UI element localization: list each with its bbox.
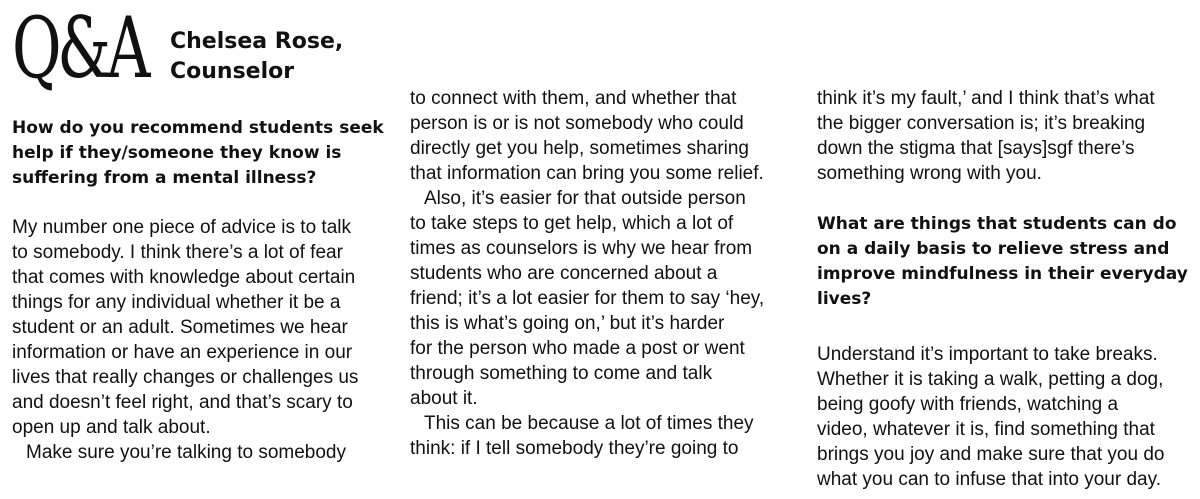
text-line: through something to come and talk [410,363,713,384]
text-line: My number one piece of advice is to talk [12,217,352,238]
text-line: information or have an experience in our [12,342,353,363]
question-line: help if they/someone they know is [12,143,342,163]
text-line: Make sure you’re talking to somebody [26,442,346,463]
text-line: person is or is not somebody who could [410,113,744,134]
text-line: what you can to infuse that into your day. [817,469,1161,490]
qa-logo: Q&A [12,0,147,97]
text-line: directly get you help, sometimes sharing [410,138,749,159]
text-line: that comes with knowledge about certain [12,267,356,288]
text-line: lives that really changes or challenges us [12,367,359,388]
question-1 [12,116,384,191]
question-line: on a daily basis to relieve stress and [817,239,1170,259]
text-line: down the stigma that [says]sgf there’s [817,138,1135,159]
question-line: improve mindfulness in their everyday [817,264,1188,284]
text-line: Understand it’s important to take breaks. [817,344,1158,365]
text-line: to connect with them, and whether that [410,88,737,109]
interviewee-title: Counselor [170,59,295,84]
answer-1 [12,215,358,465]
text-line: friend; it’s a lot easier for them to say ‘hey, [410,288,765,309]
interviewee-name: Chelsea Rose, [170,29,344,54]
text-line: to take steps to get help, which a lot of [410,213,734,234]
text-line: Also, it’s easier for that outside person [424,188,746,209]
text-line: This can be because a lot of times they [424,413,754,434]
text-line: about it. [410,388,478,409]
answer-2 [817,342,1164,492]
text-line: that information can bring you some relief. [410,163,764,184]
text-line: being goofy with friends, watching a [817,394,1119,415]
question-line: How do you recommend students seek [12,118,384,138]
text-line: video, whatever it is, find something that [817,419,1155,440]
question-line: What are things that students can do [817,214,1177,234]
text-line: students who are concerned about a [410,263,718,284]
text-line: and doesn’t feel right, and that’s scary to [12,392,353,413]
text-line: to somebody. I think there’s a lot of fear [12,242,343,263]
text-line: the bigger conversation is; it’s breaking [817,113,1146,134]
text-line: this is what’s going on,’ but it’s harder [410,313,725,334]
text-line: think: if I tell somebody they’re going to [410,438,739,459]
text-line: brings you joy and make sure that you do [817,444,1165,465]
answer-1-continued [410,86,764,461]
text-line: times as counselors is why we hear from [410,238,753,259]
question-line: suffering from a mental illness? [12,168,317,188]
text-line: student or an adult. Sometimes we hear [12,317,348,338]
answer-1-end [817,86,1155,186]
byline [170,27,343,87]
question-line: lives? [817,289,872,309]
text-line: Whether it is taking a walk, petting a dog, [817,369,1164,390]
text-line: think it’s my fault,’ and I think that’s what [817,88,1155,109]
text-line: things for any individual whether it be a [12,292,341,313]
text-line: for the person who made a post or went [410,338,745,359]
text-line: something wrong with you. [817,163,1042,184]
text-line: open up and talk about. [12,417,211,438]
question-2 [817,212,1188,312]
